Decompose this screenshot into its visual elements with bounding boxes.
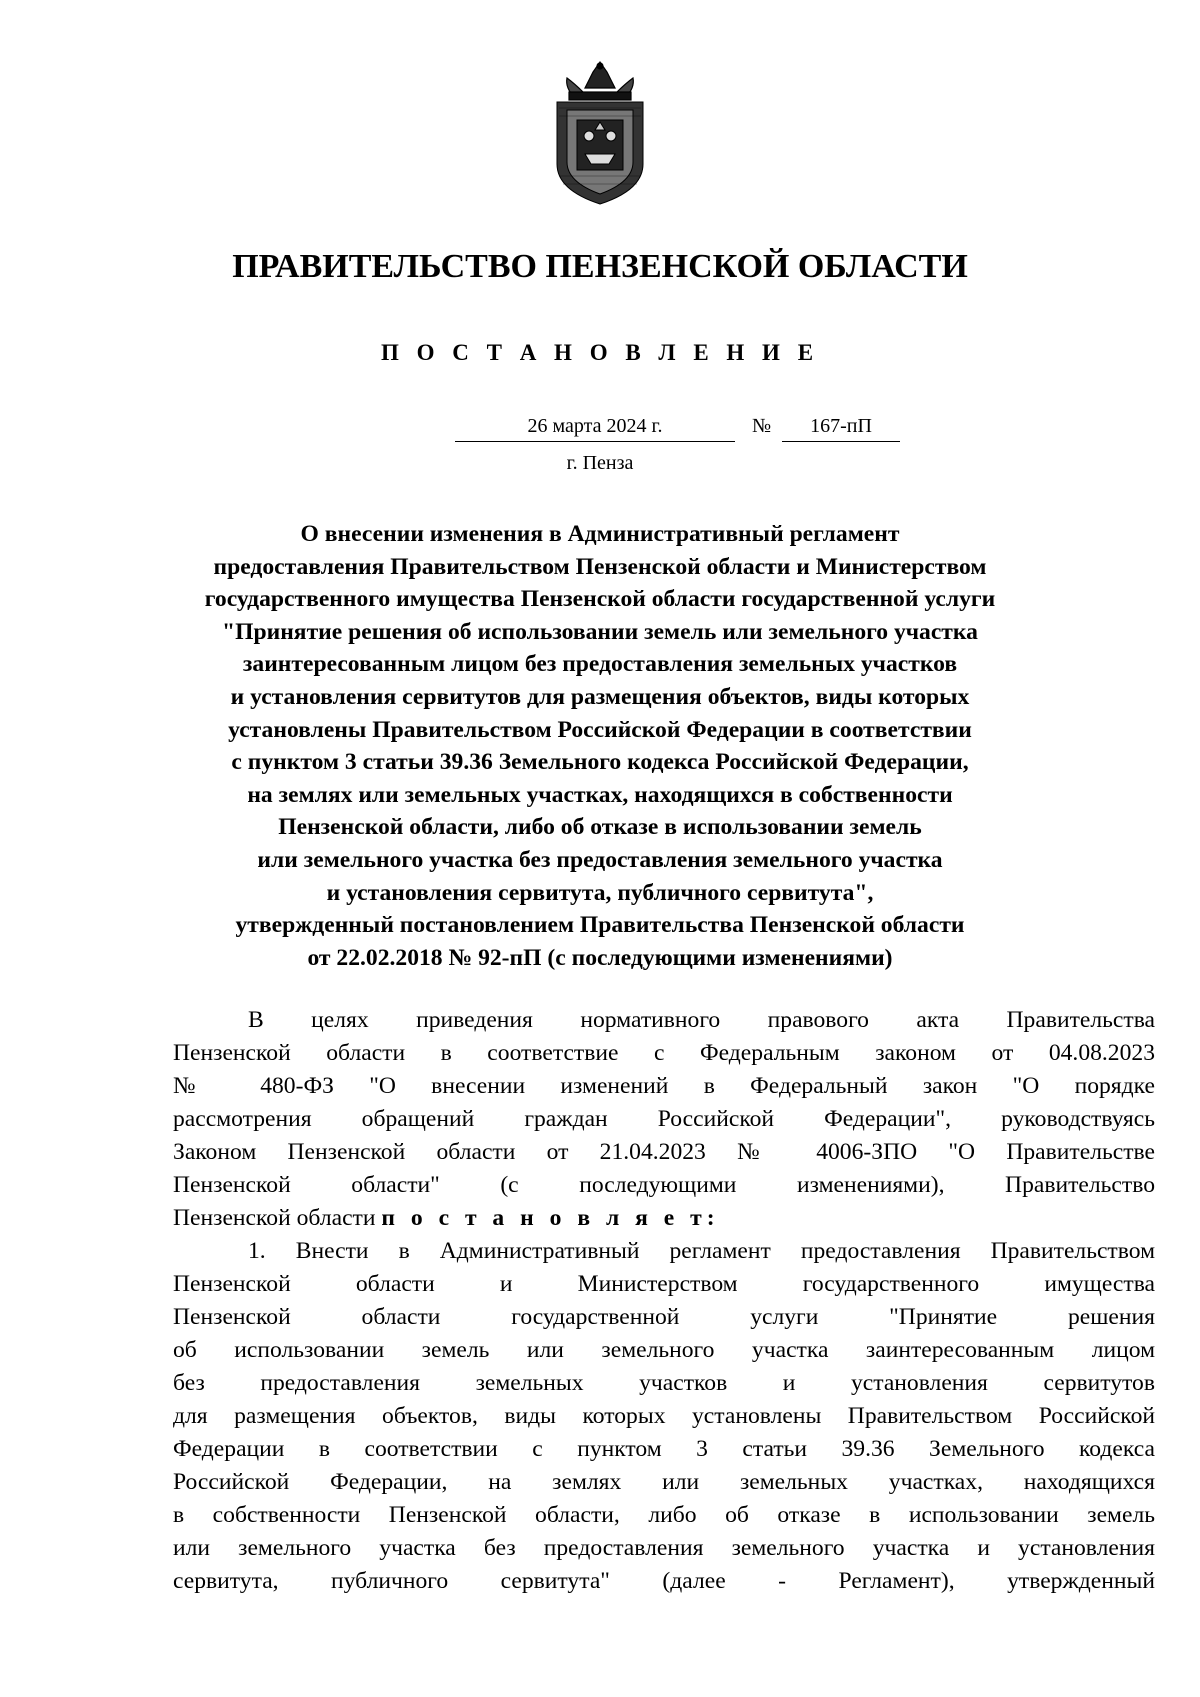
item-line: Пензенской области государственной услуги "Принятие решения [173, 1304, 1155, 1330]
item-line: об использовании земель или земельного участка заинтересованным лицом [173, 1337, 1155, 1363]
coat-of-arms-emblem-icon [545, 58, 655, 208]
item-line: или земельного участка без предоставления земельного участка и установления [173, 1535, 1155, 1561]
heading-line: и установления сервитутов для размещения объектов, виды которых [230, 683, 970, 710]
heading-line: на землях или земельных участках, находящихся в собственности [247, 781, 953, 808]
body-line [173, 1202, 1155, 1235]
resolution-word: п о с т а н о в л я е т: [381, 1205, 720, 1231]
item-line: Пензенской области и Министерством государственного имущества [173, 1271, 1155, 1297]
body-line-text: Пензенской области [173, 1205, 382, 1231]
item-line: без предоставления земельных участков и установления сервитутов [173, 1370, 1155, 1396]
document-heading [120, 518, 1080, 974]
heading-line: предоставления Правительством Пензенской области и Министерством [213, 553, 987, 580]
body-line: рассмотрения обращений граждан Российской Федерации", руководствуясь [173, 1106, 1155, 1132]
item-line: в собственности Пензенской области, либо об отказе в использовании земель [173, 1502, 1155, 1528]
document-date: 26 марта 2024 г. [455, 411, 735, 442]
heading-line: заинтересованным лицом без предоставления земельных участков [242, 651, 958, 678]
document-body [173, 1004, 1155, 1598]
body-line: Пензенской области" (с последующими изменениями), Правительство [173, 1172, 1155, 1198]
heading-line: от 22.02.2018 № 92-пП (с последующими изменениями) [307, 944, 893, 971]
heading-line: или земельного участка без предоставления земельного участка [257, 846, 943, 873]
body-line: Законом Пензенской области от 21.04.2023 № 4006-ЗПО "О Правительстве [173, 1139, 1155, 1165]
document-type: П О С Т А Н О В Л Е Н И Е [380, 340, 820, 365]
body-line: В целях приведения нормативного правового акта Правительства [248, 1007, 1155, 1033]
government-title: ПРАВИТЕЛЬСТВО ПЕНЗЕНСКОЙ ОБЛАСТИ [232, 248, 968, 285]
heading-line: утвержденный постановлением Правительства Пензенской области [235, 912, 965, 939]
heading-line: установлены Правительством Российской Федерации в соответствии [228, 716, 972, 743]
heading-line: государственного имущества Пензенской области государственной услуги [204, 586, 996, 613]
heading-line: О внесении изменения в Административный регламент [300, 521, 900, 547]
item-line: Федерации в соответствии с пунктом 3 статьи 39.36 Земельного кодекса [173, 1436, 1155, 1462]
body-line: Пензенской области в соответствие с Федеральным законом от 04.08.2023 [173, 1040, 1155, 1066]
item-line: 1. Внести в Административный регламент предоставления Правительством [248, 1238, 1155, 1264]
document-city: г. Пенза [566, 452, 634, 474]
item-line: сервитута, публичного сервитута" (далее - Регламент), утвержденный [173, 1568, 1155, 1594]
heading-line: Пензенской области, либо об отказе в использовании земель [278, 814, 922, 841]
body-line: № 480-ФЗ "О внесении изменений в Федеральный закон "О порядке [173, 1073, 1155, 1099]
heading-line: "Принятие решения об использовании земель или земельного участка [222, 618, 978, 645]
number-sign: № [752, 415, 772, 437]
item-line: Российской Федерации, на землях или земельных участках, находящихся [173, 1469, 1155, 1495]
item-line: для размещения объектов, виды которых установлены Правительством Российской [173, 1403, 1155, 1429]
heading-line: с пунктом 3 статьи 39.36 Земельного кодекса Российской Федерации, [231, 749, 969, 776]
heading-line: и установления сервитута, публичного сервитута", [326, 879, 874, 906]
document-number: 167-пП [782, 411, 900, 442]
